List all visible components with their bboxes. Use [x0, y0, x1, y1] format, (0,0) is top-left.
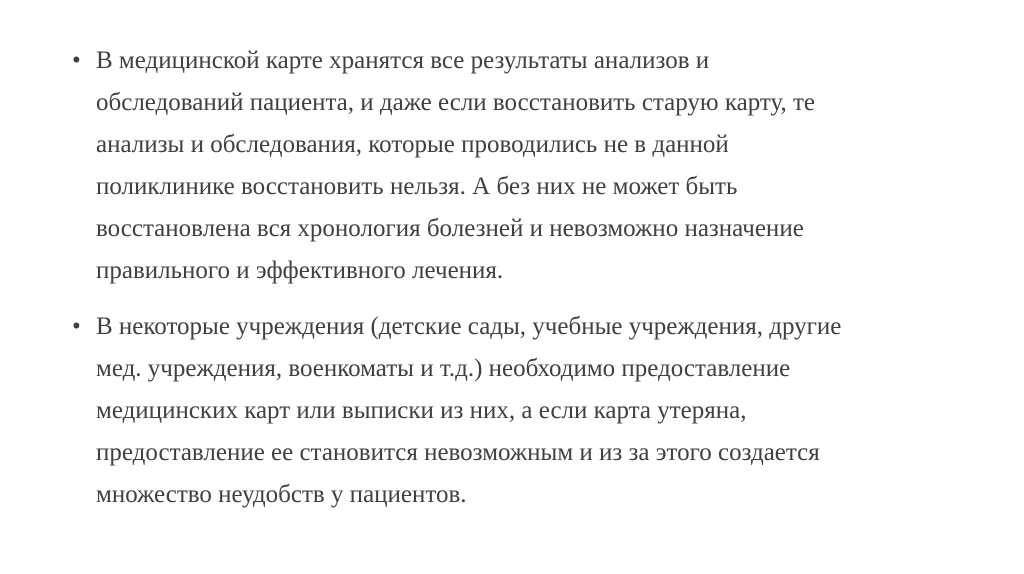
- bullet-2-line-1: В некоторые учреждения (детские сады, учебные учреждения, другие: [96, 313, 842, 340]
- bullet-list: [72, 40, 972, 530]
- bullet-2-line-3: медицинских карт или выписки из них, а если карта утеряна,: [96, 397, 747, 424]
- bullet-1-line-5: восстановлена вся хронология болезней и невозможно назначение: [96, 215, 804, 242]
- bullet-1-line-6: правильного и эффективного лечения.: [96, 257, 504, 284]
- bullet-1-line-1: В медицинской карте хранятся все результаты анализов и: [96, 47, 710, 74]
- bullet-item-2: [72, 306, 972, 516]
- bullet-1-line-4: поликлинике восстановить нельзя. А без них не может быть: [96, 173, 738, 200]
- bullet-2-line-4: предоставление ее становится невозможным и из за этого создается: [96, 439, 820, 466]
- bullet-item-1: [72, 40, 972, 292]
- bullet-2-line-5: множество неудобств у пациентов.: [96, 481, 467, 508]
- bullet-icon: •: [72, 313, 81, 340]
- bullet-2-line-2: мед. учреждения, военкоматы и т.д.) необходимо предоставление: [96, 355, 791, 382]
- bullet-1-line-3: анализы и обследования, которые проводились не в данной: [96, 131, 729, 158]
- bullet-1-line-2: обследований пациента, и даже если восстановить старую карту, те: [96, 89, 816, 116]
- bullet-icon: •: [72, 47, 81, 74]
